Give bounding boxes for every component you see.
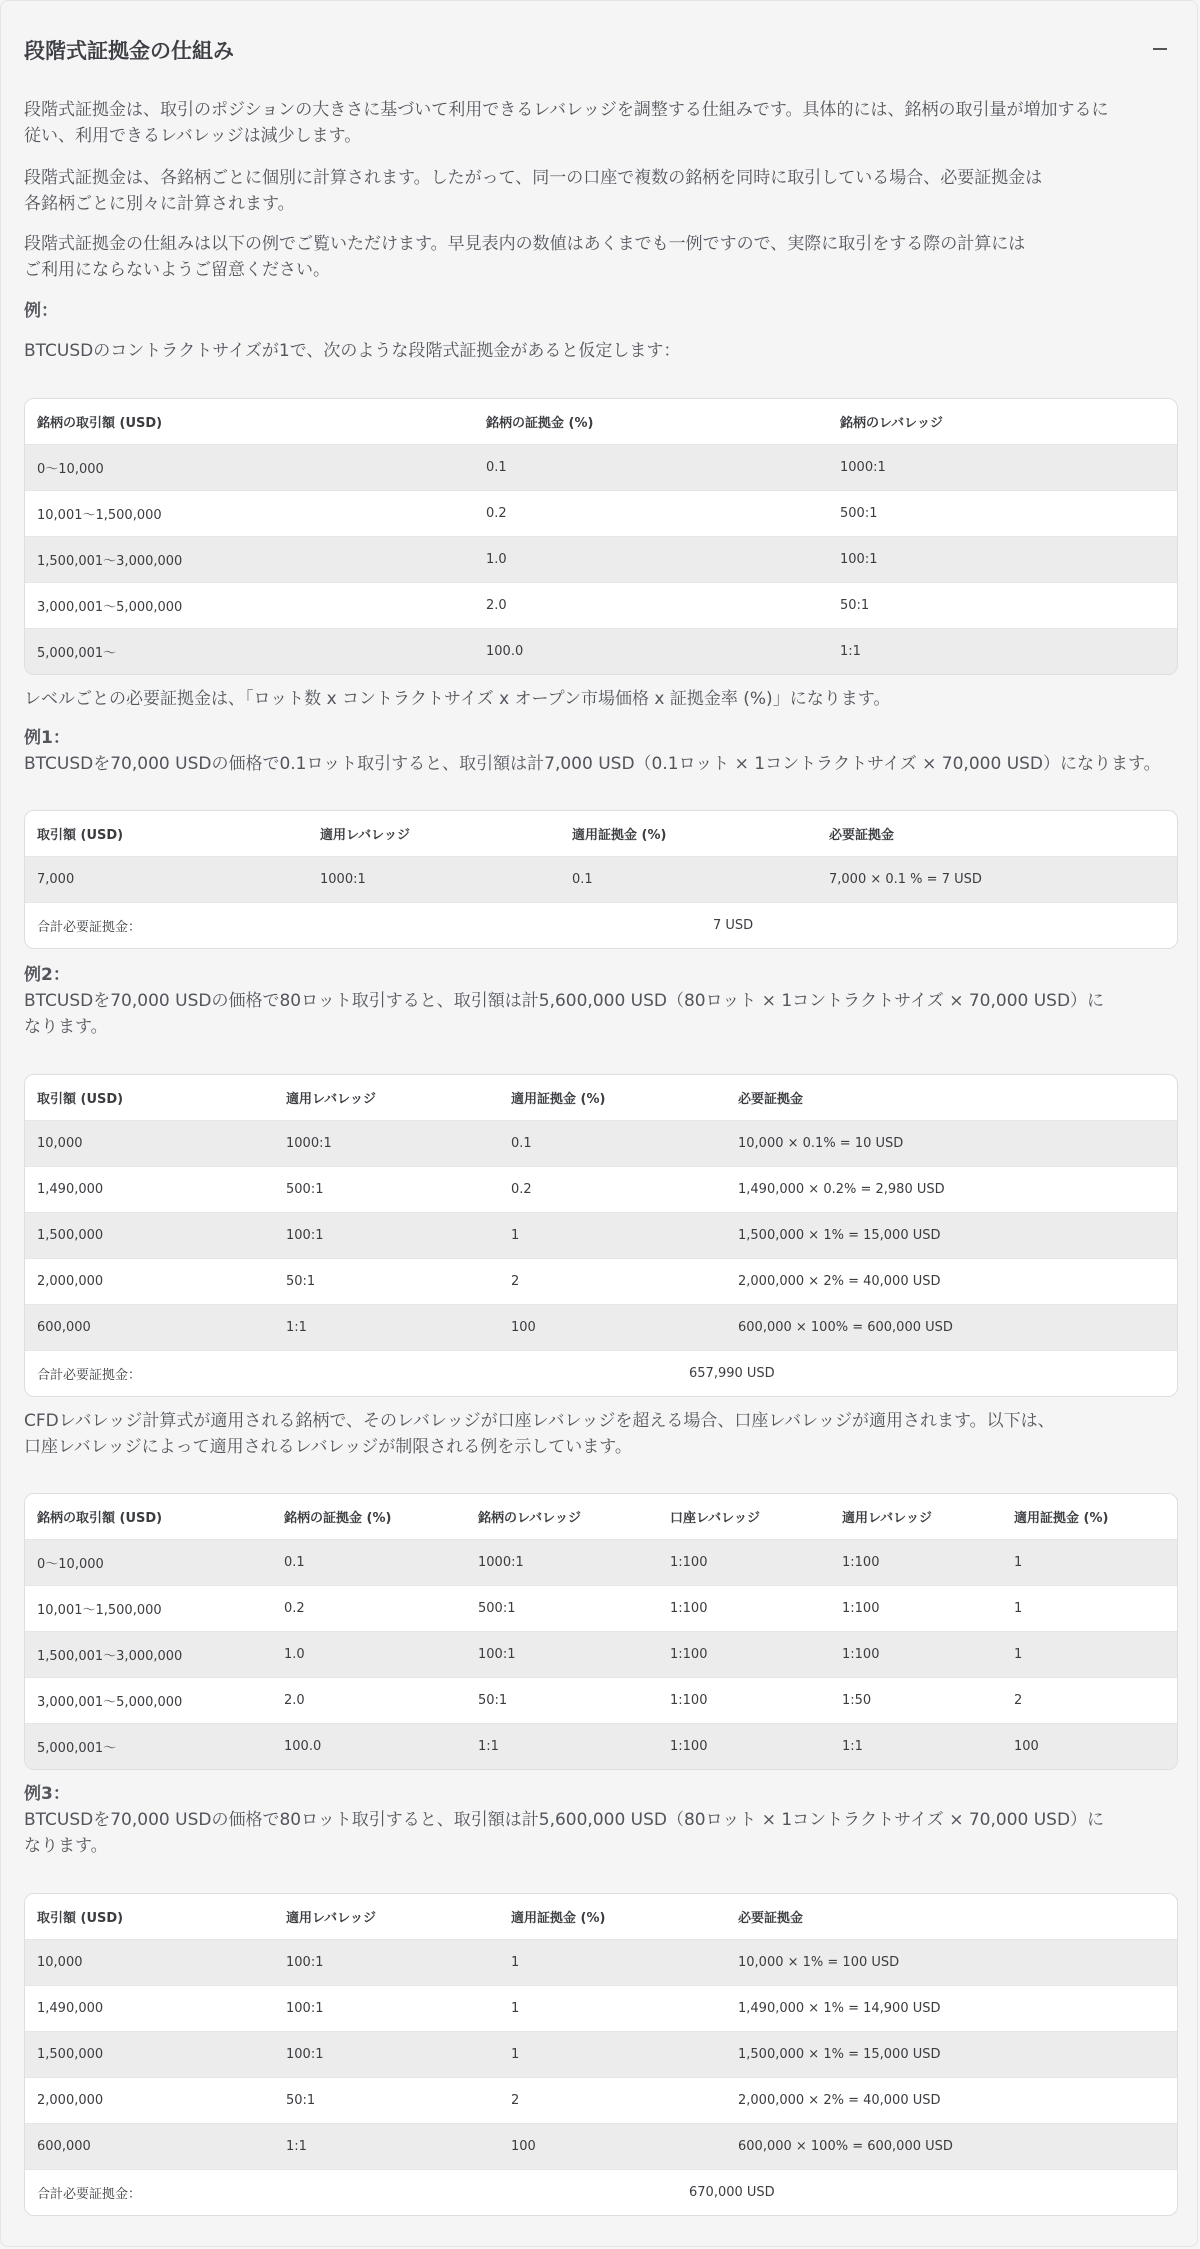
table-row [25, 1540, 1177, 1586]
table-cell: 1:100 [658, 1632, 830, 1678]
account-leverage-table [24, 1493, 1178, 1770]
text-line: BTCUSDを70,000 USDの価格で0.1ロット取引すると、取引額は計7,000 USD（0.1ロット × 1コントラクトサイズ × 70,000 USD）になります。 [24, 754, 1161, 774]
table-cell: 500:1 [274, 1167, 499, 1213]
table-cell: 1,490,000 [25, 1986, 274, 2032]
table-total-row [25, 903, 1177, 948]
table-cell: 0.1 [499, 1121, 726, 1167]
text-line: 各銘柄ごとに別々に計算されます。 [24, 194, 295, 214]
table-row [25, 445, 1177, 491]
table-cell: 100 [499, 1305, 726, 1351]
table-row [25, 1632, 1177, 1678]
column-header: 適用証拠金 (%) [1002, 1494, 1177, 1540]
table-cell: 5,000,001〜 [25, 1724, 272, 1769]
table-header-row [25, 1894, 1177, 1940]
column-header: 必要証拠金 [817, 811, 1177, 857]
table-row [25, 857, 1177, 903]
example-label: 例： [24, 301, 58, 321]
table-cell: 10,000 × 1% = 100 USD [726, 1940, 1177, 1986]
table-cell: 1.0 [474, 537, 828, 583]
table-cell: 1 [499, 1986, 726, 2032]
table-cell: 50:1 [274, 1259, 499, 1305]
table-cell: 2 [499, 1259, 726, 1305]
column-header: 適用レバレッジ [274, 1894, 499, 1940]
table-cell: 600,000 × 100% = 600,000 USD [726, 2124, 1177, 2170]
table-cell: 5,000,001〜 [25, 629, 474, 674]
text-line: なります。 [24, 1017, 108, 1037]
table-cell: 500:1 [466, 1586, 658, 1632]
table-cell: 1:50 [830, 1678, 1002, 1724]
table-cell: 1,500,000 × 1% = 15,000 USD [726, 2032, 1177, 2078]
table-cell: 100:1 [274, 1940, 499, 1986]
table-cell: 1:100 [830, 1632, 1002, 1678]
table-cell: 1,500,001〜3,000,000 [25, 537, 474, 583]
table-row [25, 2124, 1177, 2170]
table-cell: 10,001〜1,500,000 [25, 491, 474, 537]
table-cell: 0.1 [272, 1540, 466, 1586]
table-cell: 100.0 [272, 1724, 466, 1769]
total-value: 670,000 USD [689, 2185, 775, 2200]
intro-paragraph-3 [24, 231, 1174, 283]
table-header-row [25, 1494, 1177, 1540]
table-cell: 1,490,000 [25, 1167, 274, 1213]
minus-icon[interactable] [1146, 31, 1174, 67]
intro-paragraph-1 [24, 97, 1174, 149]
intro-paragraph-2 [24, 165, 1174, 217]
table-cell: 600,000 [25, 2124, 274, 2170]
panel-header[interactable] [24, 31, 1174, 67]
column-header: 適用証拠金 (%) [560, 811, 817, 857]
text-line: 段階式証拠金の仕組みは以下の例でご覧いただけます。早見表内の数値はあくまでも一例ですので、実際に取引をする際の計算には [24, 234, 1026, 254]
table-total-row [25, 1351, 1177, 1396]
table-cell: 1,500,000 [25, 1213, 274, 1259]
table-row [25, 1259, 1177, 1305]
column-header: 口座レバレッジ [658, 1494, 830, 1540]
example-3-table [24, 1893, 1178, 2216]
table-row [25, 2078, 1177, 2124]
total-label: 合計必要証拠金： [37, 2187, 142, 2202]
table-cell: 2 [499, 2078, 726, 2124]
table-cell: 1:100 [830, 1586, 1002, 1632]
text-line: BTCUSDを70,000 USDの価格で80ロット取引すると、取引額は計5,600,000 USD（80ロット × 1コントラクトサイズ × 70,000 USD）に [24, 1810, 1105, 1830]
total-label-text: 合計必要証拠金： [37, 920, 142, 935]
table-cell: 1,500,000 × 1% = 15,000 USD [726, 1213, 1177, 1259]
table-row [25, 1305, 1177, 1351]
total-label: 合計必要証拠金： [37, 1368, 142, 1383]
table-row [25, 1586, 1177, 1632]
table-cell: 0.2 [474, 491, 828, 537]
column-header: 銘柄の証拠金 (%) [474, 399, 828, 445]
table-cell: 1:1 [830, 1724, 1002, 1769]
table-cell: 1:1 [466, 1724, 658, 1769]
table-cell: 1:100 [658, 1586, 830, 1632]
column-header: 銘柄の証拠金 (%) [272, 1494, 466, 1540]
table-cell: 10,000 [25, 1940, 274, 1986]
table-cell: 100:1 [466, 1632, 658, 1678]
formula-text: レベルごとの必要証拠金は、「ロット数 x コントラクトサイズ x オープン市場価格 x 証拠金率 (%)」になります。 [24, 689, 891, 709]
text-line: なります。 [24, 1836, 108, 1856]
table-cell: 50:1 [274, 2078, 499, 2124]
text-line: 従い、利用できるレバレッジは減少します。 [24, 126, 362, 146]
table-cell: 0〜10,000 [25, 1540, 272, 1586]
table-cell: 1 [1002, 1586, 1177, 1632]
table-cell: 1:1 [274, 1305, 499, 1351]
table-cell: 1 [499, 2032, 726, 2078]
example-3-label: 例3： [24, 1784, 70, 1804]
table-cell: 100.0 [474, 629, 828, 674]
column-header: 取引額 (USD) [25, 1075, 274, 1121]
table-cell: 500:1 [828, 491, 1177, 537]
column-header: 適用レバレッジ [830, 1494, 1002, 1540]
table-cell: 7,000 [25, 857, 308, 903]
page-title: 段階式証拠金の仕組み [24, 39, 234, 63]
table-row [25, 537, 1177, 583]
table-cell: 7,000 × 0.1 % = 7 USD [817, 857, 1177, 903]
table-cell: 100:1 [274, 2032, 499, 2078]
table-cell: 0.1 [474, 445, 828, 491]
table-cell: 1,490,000 × 0.2% = 2,980 USD [726, 1167, 1177, 1213]
column-header: 適用レバレッジ [274, 1075, 499, 1121]
example-2-text [24, 962, 1174, 1040]
column-header: 適用証拠金 (%) [499, 1075, 726, 1121]
column-header: 銘柄の取引額 (USD) [25, 1494, 272, 1540]
table-row [25, 1213, 1177, 1259]
assumption-text: BTCUSDのコントラクトサイズが1で、次のような段階式証拠金があると仮定します： [24, 341, 681, 361]
table-row [25, 1121, 1177, 1167]
table-cell: 2,000,000 [25, 1259, 274, 1305]
table-cell: 1000:1 [466, 1540, 658, 1586]
table-cell: 3,000,001〜5,000,000 [25, 583, 474, 629]
table-cell: 1 [499, 1940, 726, 1986]
table-row [25, 629, 1177, 674]
table-cell: 1:1 [828, 629, 1177, 674]
table-cell: 1 [499, 1213, 726, 1259]
text-line: 口座レバレッジによって適用されるレバレッジが制限される例を示しています。 [24, 1437, 632, 1457]
table-cell: 50:1 [466, 1678, 658, 1724]
table-total-row [25, 2170, 1177, 2215]
table-cell: 2,000,000 × 2% = 40,000 USD [726, 2078, 1177, 2124]
table-cell: 2 [1002, 1678, 1177, 1724]
table-cell: 10,000 × 0.1% = 10 USD [726, 1121, 1177, 1167]
table-cell: 0.2 [499, 1167, 726, 1213]
example-2-label: 例2： [24, 965, 70, 985]
table-cell: 1,500,000 [25, 2032, 274, 2078]
table-row [25, 1678, 1177, 1724]
table-cell: 0.2 [272, 1586, 466, 1632]
table-cell: 100:1 [828, 537, 1177, 583]
table-cell: 600,000 [25, 1305, 274, 1351]
column-header: 取引額 (USD) [25, 811, 308, 857]
table-row [25, 1986, 1177, 2032]
total-label [25, 903, 560, 948]
table-header-row [25, 811, 1177, 857]
example-2-table [24, 1074, 1178, 1397]
table-cell: 1 [1002, 1632, 1177, 1678]
table-cell: 1000:1 [274, 1121, 499, 1167]
table-cell: 1:1 [274, 2124, 499, 2170]
table-header-row [25, 1075, 1177, 1121]
example-3-text [24, 1781, 1174, 1859]
table-row [25, 583, 1177, 629]
table-cell: 2.0 [272, 1678, 466, 1724]
text-line: BTCUSDを70,000 USDの価格で80ロット取引すると、取引額は計5,600,000 USD（80ロット × 1コントラクトサイズ × 70,000 USD）に [24, 991, 1105, 1011]
column-header: 銘柄のレバレッジ [466, 1494, 658, 1540]
table-cell: 100 [1002, 1724, 1177, 1769]
column-header: 適用レバレッジ [308, 811, 560, 857]
column-header: 適用証拠金 (%) [499, 1894, 726, 1940]
table-cell: 3,000,001〜5,000,000 [25, 1678, 272, 1724]
example-1-table [24, 810, 1178, 949]
table-cell: 100 [499, 2124, 726, 2170]
table-cell: 1:100 [658, 1540, 830, 1586]
column-header: 取引額 (USD) [25, 1894, 274, 1940]
cfd-paragraph [24, 1408, 1174, 1460]
table-cell: 0〜10,000 [25, 445, 474, 491]
column-header: 必要証拠金 [726, 1894, 1177, 1940]
table-row [25, 1167, 1177, 1213]
column-header: 銘柄の取引額 (USD) [25, 399, 474, 445]
table-header-row [25, 399, 1177, 445]
total-value: 657,990 USD [689, 1366, 775, 1381]
table-cell: 1:100 [658, 1724, 830, 1769]
table-row [25, 1940, 1177, 1986]
example-1-text [24, 725, 1174, 777]
table-cell: 2.0 [474, 583, 828, 629]
text-line: ご利用にならないようご留意ください。 [24, 260, 330, 280]
table-cell: 0.1 [560, 857, 817, 903]
table-row [25, 491, 1177, 537]
example-1-label: 例1： [24, 728, 70, 748]
text-line: CFDレバレッジ計算式が適用される銘柄で、そのレバレッジが口座レバレッジを超える場合、口座レバレッジが適用されます。以下は、 [24, 1411, 1055, 1431]
tier-table [24, 398, 1178, 675]
table-cell: 100:1 [274, 1986, 499, 2032]
table-cell: 1 [1002, 1540, 1177, 1586]
table-row [25, 2032, 1177, 2078]
table-cell: 1000:1 [828, 445, 1177, 491]
table-cell: 100:1 [274, 1213, 499, 1259]
table-cell: 2,000,000 [25, 2078, 274, 2124]
table-cell: 1.0 [272, 1632, 466, 1678]
text-line: 段階式証拠金は、取引のポジションの大きさに基づいて利用できるレバレッジを調整する仕組みです。具体的には、銘柄の取引量が増加するに [24, 100, 1109, 120]
total-value: 7 USD [713, 918, 754, 933]
table-cell: 600,000 × 100% = 600,000 USD [726, 1305, 1177, 1351]
table-cell: 1,490,000 × 1% = 14,900 USD [726, 1986, 1177, 2032]
table-cell: 10,000 [25, 1121, 274, 1167]
table-cell: 10,001〜1,500,000 [25, 1586, 272, 1632]
table-cell: 1:100 [658, 1678, 830, 1724]
table-cell: 2,000,000 × 2% = 40,000 USD [726, 1259, 1177, 1305]
table-cell: 1,500,001〜3,000,000 [25, 1632, 272, 1678]
table-row [25, 1724, 1177, 1769]
table-cell: 1000:1 [308, 857, 560, 903]
text-line: 段階式証拠金は、各銘柄ごとに個別に計算されます。したがって、同一の口座で複数の銘柄を同時に取引している場合、必要証拠金は [24, 168, 1043, 188]
column-header: 必要証拠金 [726, 1075, 1177, 1121]
column-header: 銘柄のレバレッジ [828, 399, 1177, 445]
table-cell: 1:100 [830, 1540, 1002, 1586]
table-cell: 50:1 [828, 583, 1177, 629]
